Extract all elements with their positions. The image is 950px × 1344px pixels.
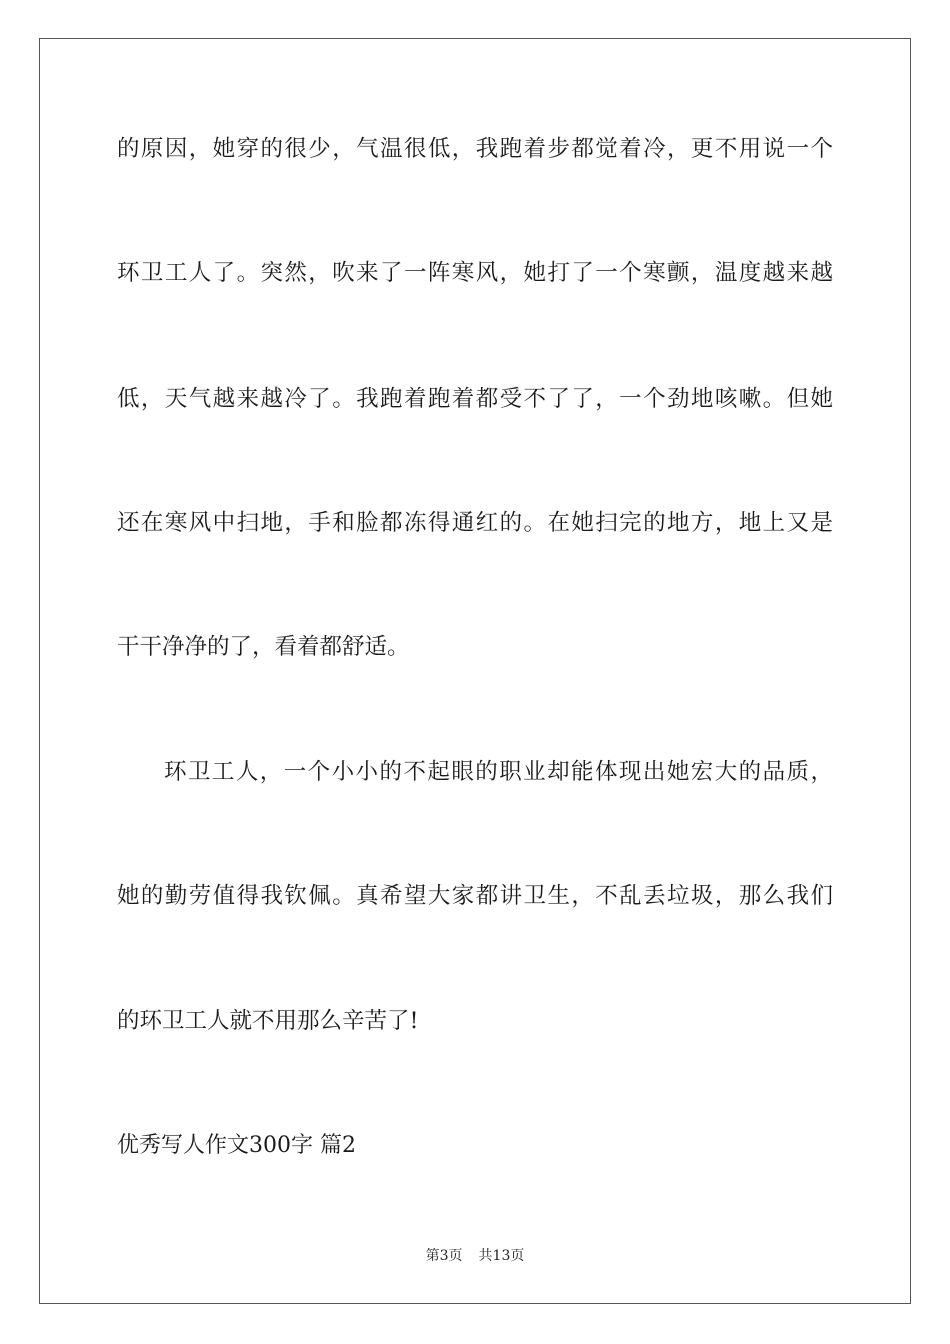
paragraph-line-1: 的原因，她穿的很少，气温很低，我跑着步都觉着冷，更不用说一个 — [117, 136, 833, 162]
paragraph-line-4: 还在寒风中扫地，手和脸都冻得通红的。在她扫完的地方，地上又是 — [117, 510, 833, 536]
paragraph-line-6: 环卫工人，一个小小的不起眼的职业却能体现出她宏大的品质， — [164, 759, 833, 785]
paragraph-line-5: 干干净净的了，看着都舒适。 — [117, 634, 410, 660]
paragraph-line-7: 她的勤劳值得我钦佩。真希望大家都讲卫生，不乱丢垃圾，那么我们 — [117, 883, 833, 909]
current-page-number: 第3页 — [425, 1248, 463, 1264]
paragraph-line-8: 的环卫工人就不用那么辛苦了! — [117, 1008, 419, 1034]
total-page-count: 共13页 — [478, 1248, 525, 1264]
page-border — [39, 38, 911, 1304]
paragraph-line-3: 低，天气越来越冷了。我跑着跑着都受不了了，一个劲地咳嗽。但她 — [117, 386, 833, 412]
section-heading: 优秀写人作文300字 篇2 — [117, 1133, 356, 1158]
paragraph-line-2: 环卫工人了。突然，吹来了一阵寒风，她打了一个寒颤，温度越来越 — [117, 260, 833, 286]
page-footer — [0, 1247, 950, 1265]
